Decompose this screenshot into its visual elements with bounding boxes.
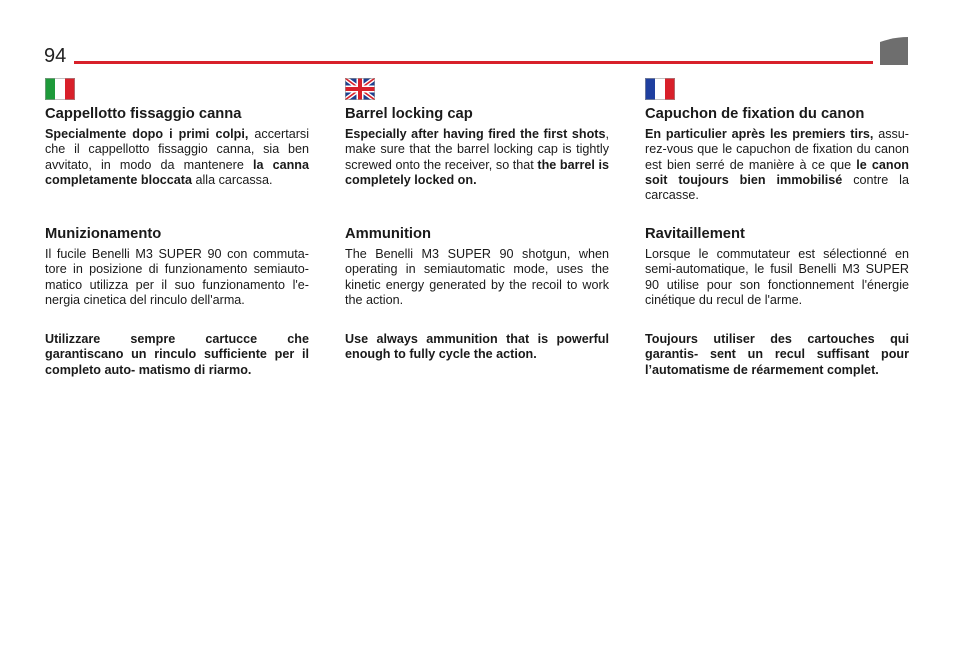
- union-jack-flag-icon: [345, 78, 375, 100]
- column-english: [345, 78, 609, 362]
- ammunition-warning: Utilizzare sempre cartucce che garantiscano un rinculo sufficiente per il completo auto- matismo di riarmo.: [45, 332, 309, 377]
- ammunition-text: Il fucile Benelli M3 SUPER 90 con commuta- tore in posizione di funzionamento semiauto- matico utilizza per il suo funzionamento l'e- nergia cinetica del rinculo dell'arma.: [45, 247, 309, 307]
- cap-emphasis-2: le canon soit toujours bien immobilisé: [645, 157, 909, 187]
- cap-emphasis-1: Especially after having fired the first shots: [345, 127, 606, 141]
- cap-emphasis-1: En particulier après les premiers tirs,: [645, 127, 874, 141]
- cap-emphasis-1: Specialmente dopo i primi colpi,: [45, 127, 249, 141]
- ammunition-text: Lorsque le commutateur est sélectionné en semi-automatique, le fusil Benelli M3 SUPER 90 utilise pour son fonctionnement l'énergie cinétique du recul de l'arme.: [645, 247, 909, 307]
- cap-text-1: accertarsi che il cappellotto fissaggio canna, sia ben avvitato, in modo da mantenere: [45, 127, 309, 172]
- cap-emphasis-2: the barrel is completely locked on.: [345, 157, 609, 187]
- cap-text-2: contre la carcasse.: [645, 172, 909, 203]
- cap-instructions: [345, 127, 609, 188]
- cap-text-2: alla carcassa.: [191, 172, 273, 187]
- cap-text-1: , make sure that the barrel locking cap is tightly screwed onto the receiver, so that: [345, 127, 609, 172]
- ammunition-text: The Benelli M3 SUPER 90 shotgun, when operating in semiautomatic mode, uses the kinetic energy generated by the recoil to work the action.: [345, 247, 609, 307]
- section-title-ammunition: Ammunition: [345, 226, 431, 242]
- section-title-ammunition: Ravitaillement: [645, 226, 745, 242]
- cap-instructions: [45, 127, 309, 188]
- section-title-cap: Capuchon de fixation du canon: [645, 106, 865, 122]
- french-flag-icon: [645, 78, 675, 100]
- page-corner-tab: [880, 37, 908, 65]
- section-title-ammunition: Munizionamento: [45, 226, 162, 242]
- ammunition-warning: Use always ammunition that is powerful enough to fully cycle the action.: [345, 332, 609, 362]
- cap-instructions: [645, 127, 909, 203]
- column-italian: [45, 78, 309, 377]
- italian-flag-icon: [45, 78, 75, 100]
- column-french: [645, 78, 909, 377]
- ammunition-warning: Toujours utiliser des cartouches qui garantis- sent un recul suffisant pour l’automatisme de réarmement complet.: [645, 332, 909, 377]
- section-title-cap: Barrel locking cap: [345, 106, 473, 122]
- cap-text-1: assu- rez-vous que le capuchon de fixation du canon est bien serré de manière à ce que: [645, 127, 909, 172]
- cap-emphasis-2: la canna completamente bloccata: [45, 157, 309, 187]
- section-title-cap: Cappellotto fissaggio canna: [45, 106, 242, 122]
- page-number: 94: [44, 45, 67, 67]
- header-rule: [74, 61, 873, 64]
